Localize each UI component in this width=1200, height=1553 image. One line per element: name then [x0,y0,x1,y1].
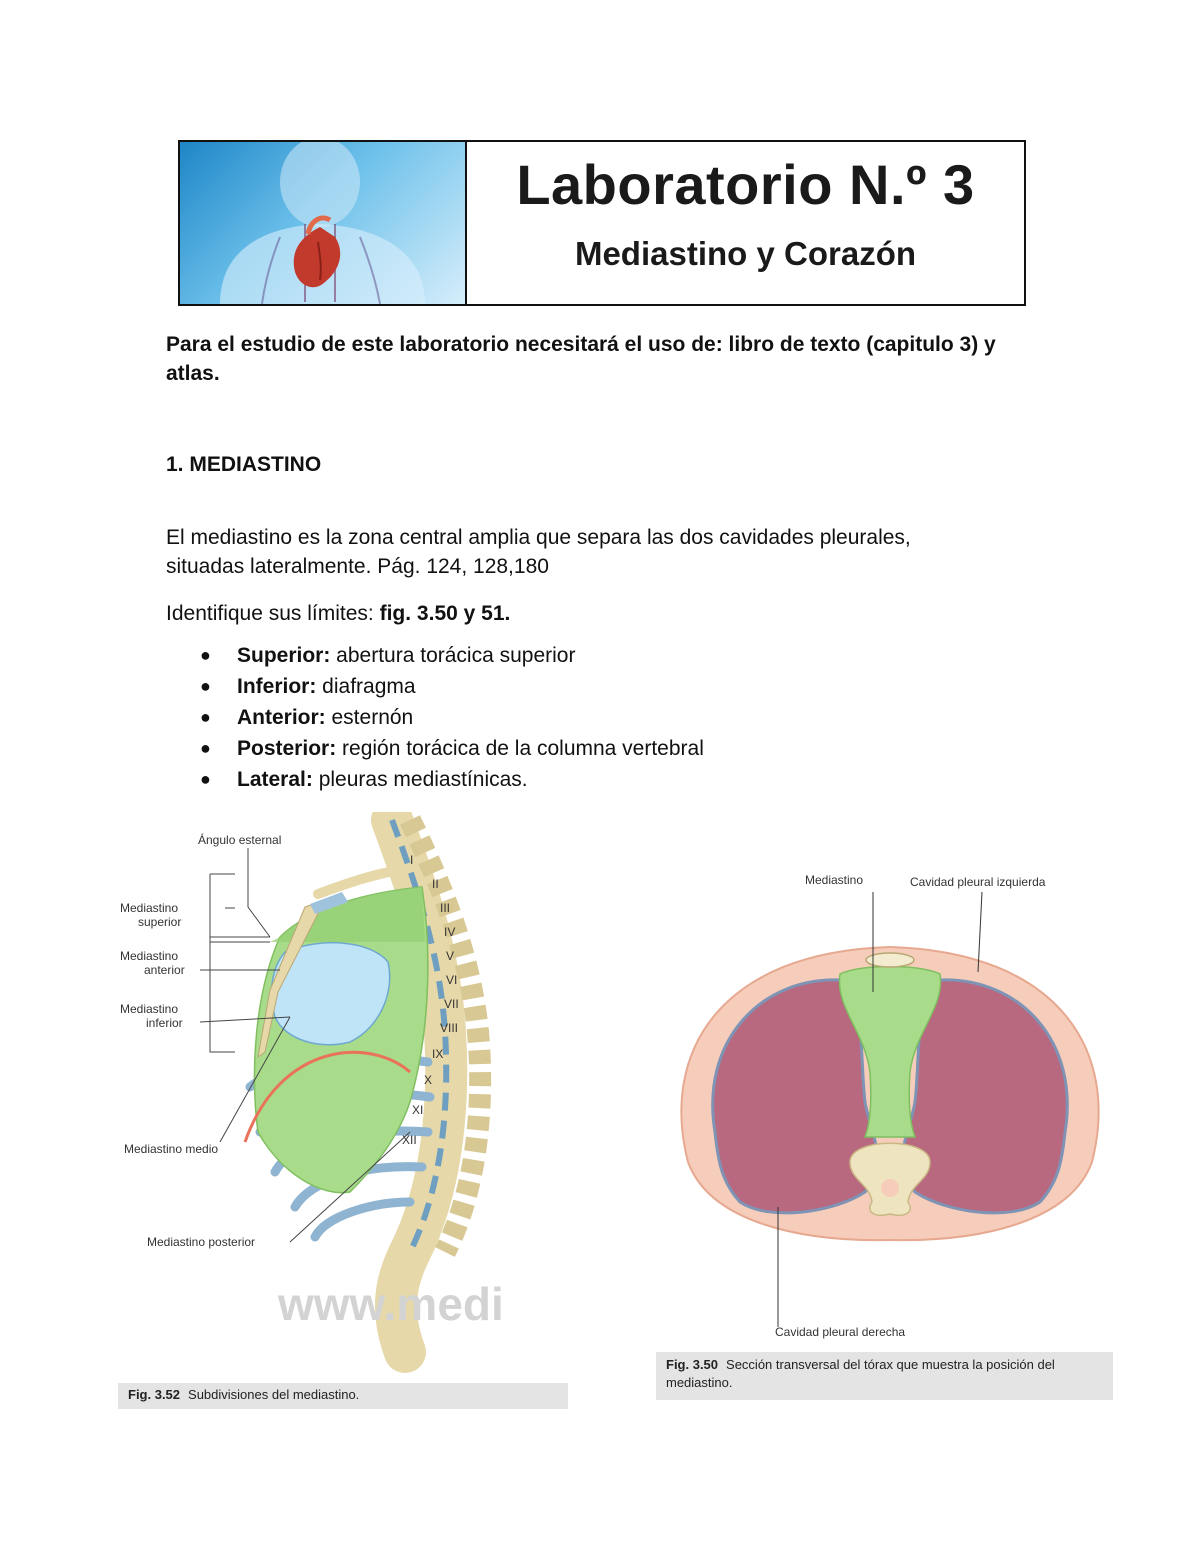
limit-desc: diafragma [316,675,416,698]
definition-line-1: El mediastino es la zona central amplia que separa las dos cavidades pleurales, [166,526,911,549]
list-item [166,733,704,764]
vertebra-label: VIII [440,1021,459,1035]
label-mediastino-superior-1: Mediastino [120,901,179,915]
bullet-icon: ● [200,769,211,789]
caption-figure-number: Fig. 3.50 [666,1357,719,1372]
heart-illustration [180,142,467,304]
identify-line [166,599,1026,628]
limit-term: Superior: [237,644,331,667]
limit-term: Lateral: [237,768,313,791]
title-banner [178,140,1026,306]
limit-term: Inferior: [237,675,317,698]
label-mediastino-anterior-1: Mediastino [120,949,179,963]
vertebra-label: I [410,853,414,867]
watermark-text: www.medi [278,1278,504,1330]
label-mediastino-medio: Mediastino medio [124,1142,219,1156]
caption-fig-3-50 [656,1352,1113,1400]
limit-term: Anterior: [237,706,326,729]
list-item [166,671,704,702]
list-item [166,702,704,733]
label-mediastino-superior-2: superior [138,915,182,929]
list-item [166,640,704,671]
lab-subtitle: Mediastino y Corazón [574,235,917,272]
bullet-icon: ● [200,645,211,665]
intro-paragraph: Para el estudio de este laboratorio necesitará el uso de: libro de texto (capitulo 3) y atlas. [166,333,996,385]
banner-title-area [467,142,1024,304]
caption-text: Subdivisiones del mediastino. [188,1387,360,1402]
label-mediastino-posterior: Mediastino posterior [147,1235,256,1249]
label-mediastino: Mediastino [805,873,864,887]
limits-list [166,640,704,795]
limit-term: Posterior: [237,737,337,760]
heart-anatomy-image [180,142,465,304]
figure-mediastinum-subdivisions [110,812,590,1382]
vertebra-label: VII [444,997,459,1011]
vertebra-label: IV [444,925,456,939]
bullet-icon: ● [200,707,211,727]
limit-desc: región torácica de la columna vertebral [336,737,704,760]
label-mediastino-inferior-1: Mediastino [120,1002,179,1016]
vertebra-label: III [440,901,451,915]
limit-desc: abertura torácica superior [330,644,576,667]
vertebra-label: XII [402,1133,417,1147]
vertebra-label: V [446,949,455,963]
caption-text-line-2: mediastino. [666,1375,733,1390]
identify-prefix: Identifique sus límites: [166,602,380,625]
vertebra-label: VI [446,973,458,987]
vertebra-label: II [432,877,439,891]
definition-line-2: situadas lateralmente. Pág. 124, 128,180 [166,555,549,578]
bullet-icon: ● [200,738,211,758]
caption-text-line-1: Sección transversal del tórax que muestra la posición del [726,1357,1055,1372]
identify-ref: fig. 3.50 y 51. [379,602,511,625]
caption-fig-3-52 [118,1383,568,1409]
figure-thorax-cross-section [660,862,1120,1347]
limit-desc: esternón [325,706,414,729]
label-mediastino-anterior-2: anterior [144,963,185,977]
label-angulo-esternal: Ángulo esternal [198,833,282,847]
caption-figure-number: Fig. 3.52 [128,1387,181,1402]
section-heading-mediastino: 1. MEDIASTINO [166,453,322,476]
label-cavidad-pleural-izquierda: Cavidad pleural izquierda [910,875,1046,889]
label-mediastino-inferior-2: inferior [146,1016,183,1030]
list-item [166,764,704,795]
label-cavidad-pleural-derecha: Cavidad pleural derecha [775,1325,906,1339]
limit-desc: pleuras mediastínicas. [312,768,528,791]
vertebra-label: X [424,1073,433,1087]
vertebra-label: IX [432,1047,444,1061]
lab-title: Laboratorio N.º 3 [516,153,975,216]
vertebra-label: XI [412,1103,424,1117]
bullet-icon: ● [200,676,211,696]
